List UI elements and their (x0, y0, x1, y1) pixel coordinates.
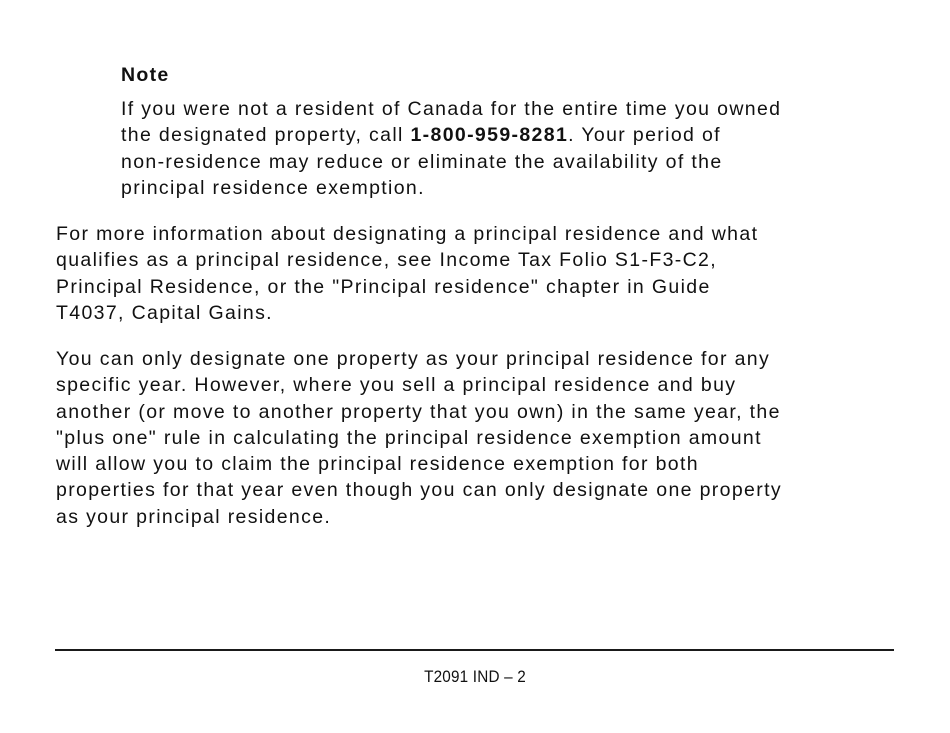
paragraph-line: specific year. However, where you sell a principal residence and buy (56, 374, 737, 397)
paragraph-line: will allow you to claim the principal residence exemption for both (56, 453, 699, 476)
note-line-text: non-residence may reduce or eliminate the availability of the (121, 150, 723, 173)
paragraph-line: "plus one" rule in calculating the principal residence exemption amount (56, 426, 762, 449)
note-line (121, 122, 901, 148)
paragraph-designation-rule (56, 346, 916, 530)
paragraph-line: For more information about designating a principal residence and what (56, 223, 759, 245)
note-line-text: principal residence exemption. (121, 176, 425, 199)
paragraph-line: You can only designate one property as your principal residence for any (56, 348, 771, 370)
note-line-text: . Your period of (568, 124, 721, 147)
phone-number: 1-800-959-8281 (410, 124, 569, 147)
note-line-text: the designated property, call (121, 124, 411, 147)
note-line (121, 175, 901, 201)
page-footer-label: T2091 IND – 2 (424, 667, 526, 686)
note-title: Note (121, 64, 170, 86)
paragraph-more-information (56, 221, 916, 326)
paragraph-line: T4037, Capital Gains. (56, 301, 273, 324)
paragraph-line: as your principal residence. (56, 505, 332, 528)
note-text (121, 96, 901, 201)
paragraph-line: properties for that year even though you can only designate one property (56, 479, 782, 502)
paragraph-line: qualifies as a principal residence, see Income Tax Folio S1-F3-C2, (56, 249, 718, 272)
footer-divider (55, 649, 894, 651)
paragraph-line: Principal Residence, or the "Principal residence" chapter in Guide (56, 275, 711, 298)
paragraph-line: another (or move to another property that you own) in the same year, the (56, 400, 781, 423)
note-line (121, 96, 901, 122)
note-block (121, 62, 901, 201)
note-line (121, 149, 901, 175)
note-line-text: If you were not a resident of Canada for the entire time you owned (121, 98, 782, 120)
